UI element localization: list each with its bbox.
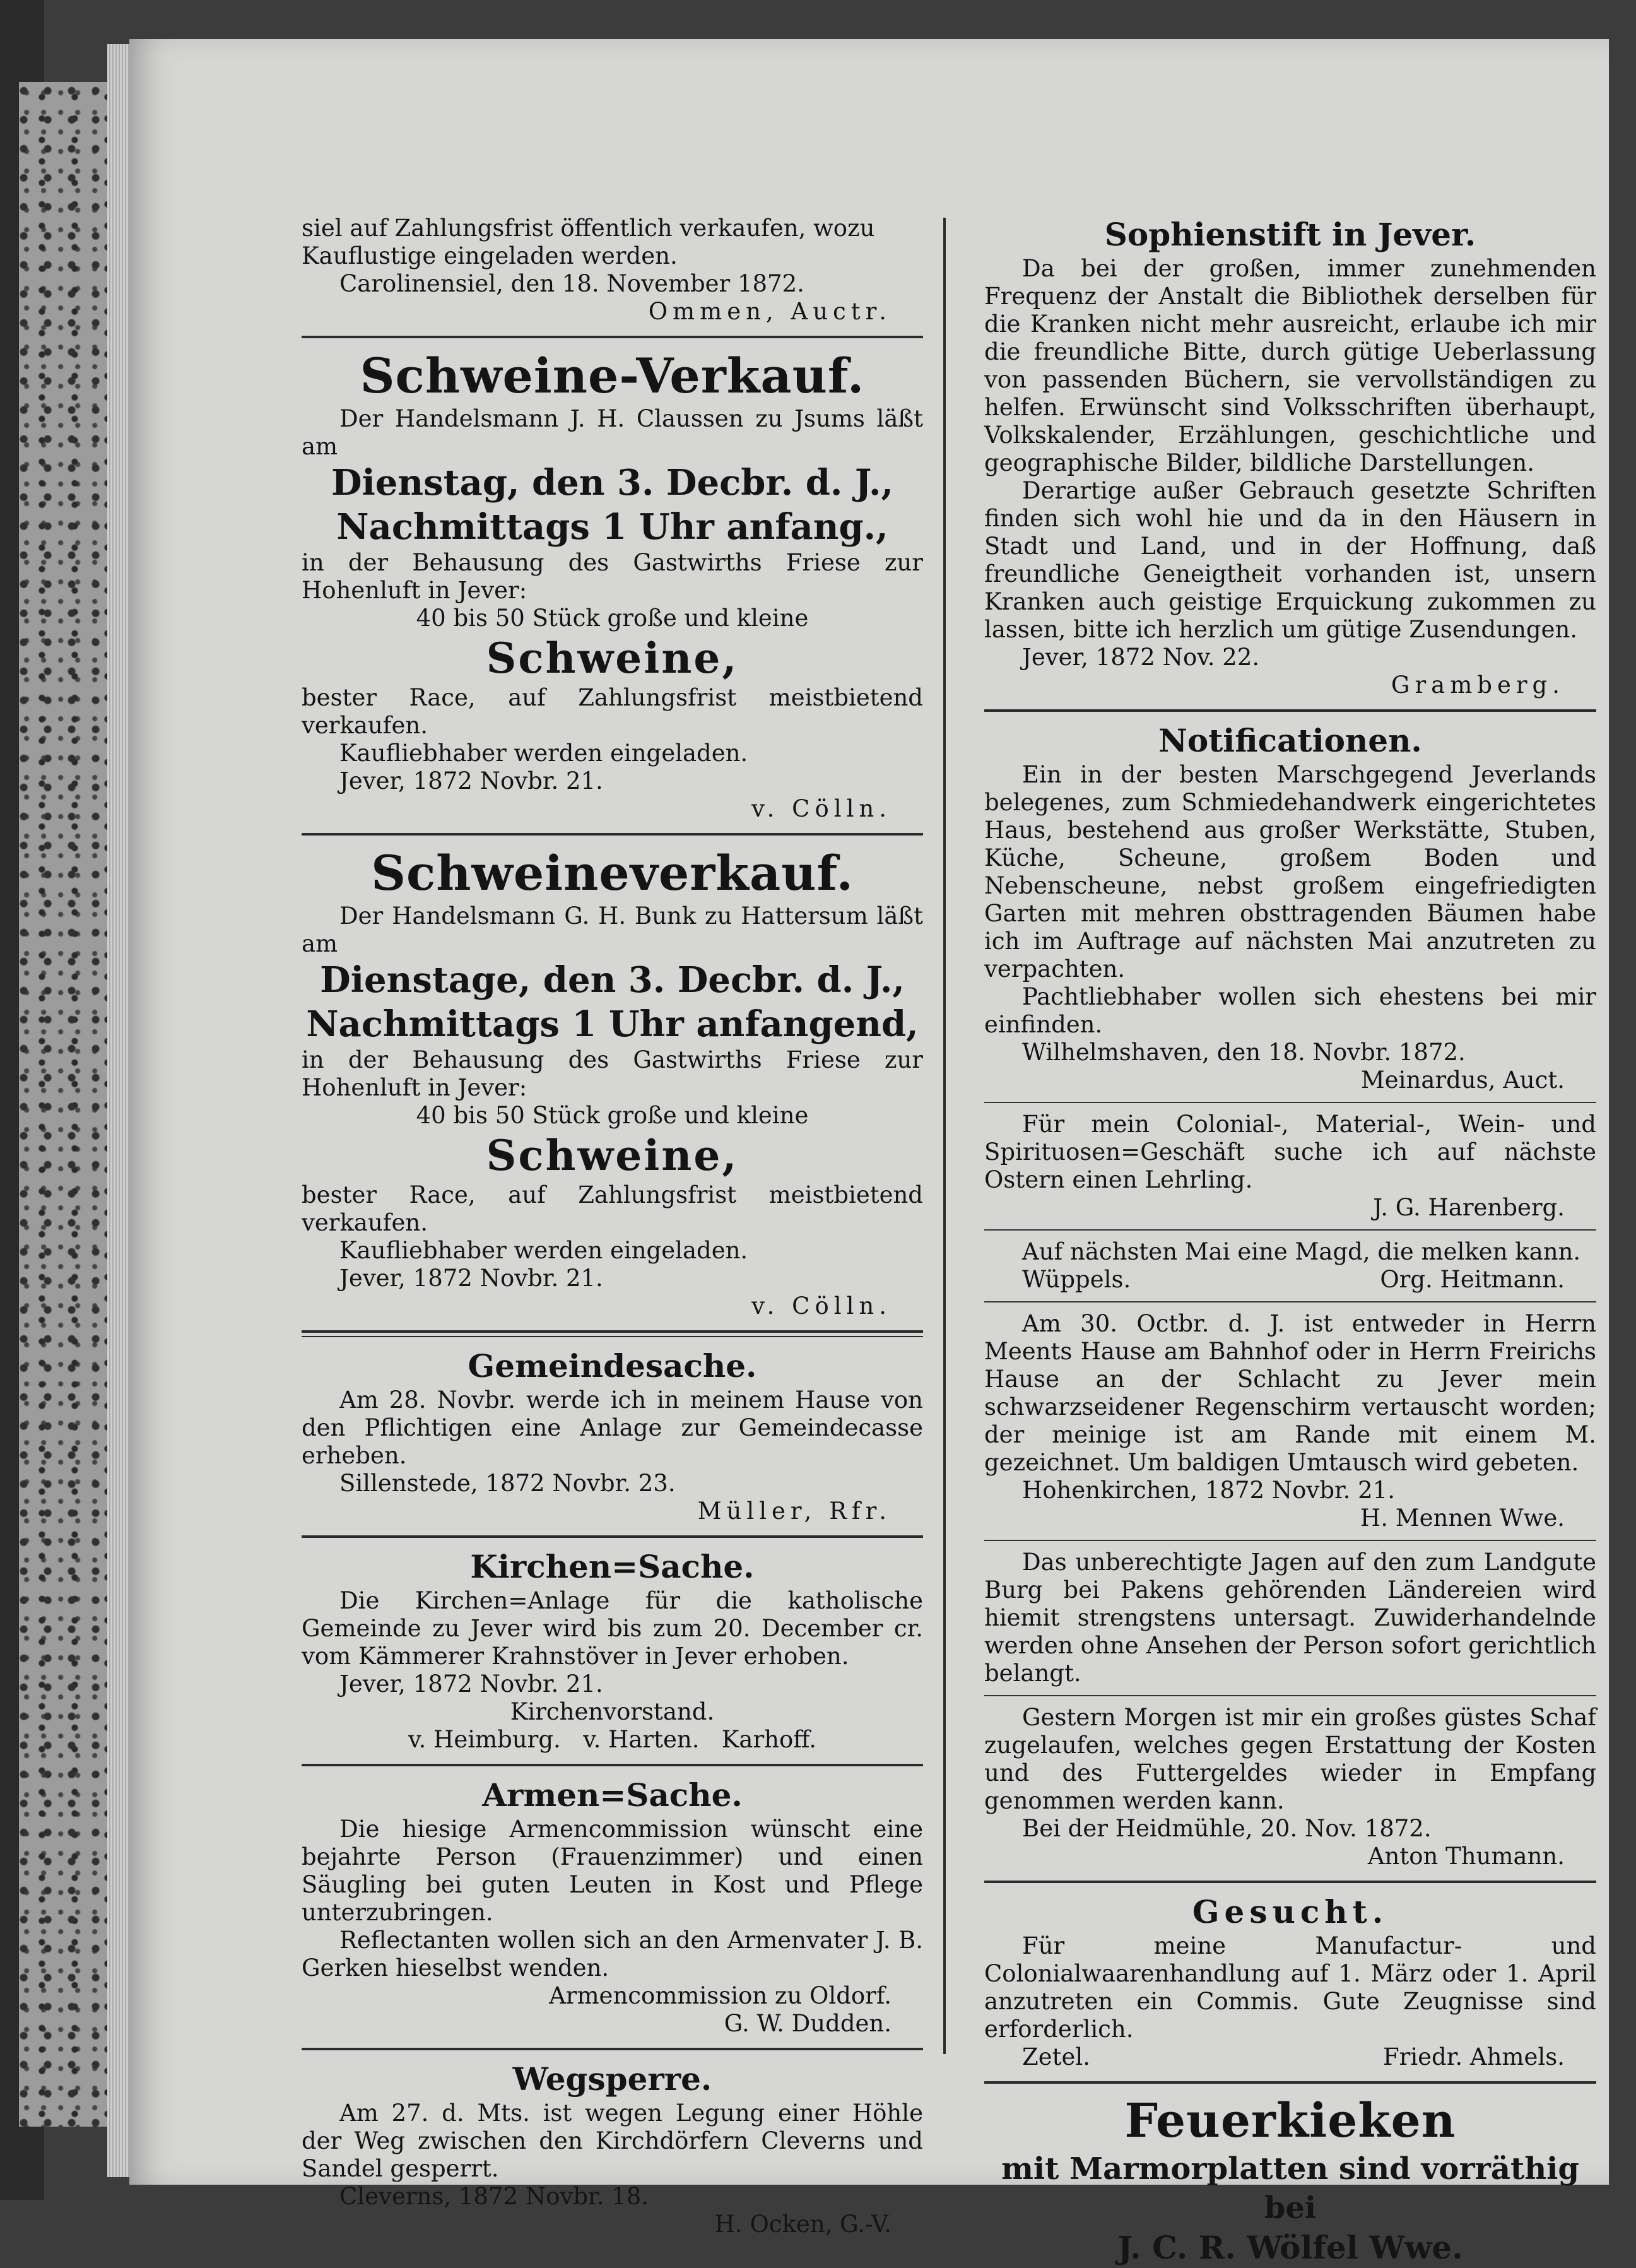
wegsperre-notice	[302, 2059, 923, 2238]
divider	[302, 833, 923, 836]
notice-title: Sophienstift in Jever.	[1104, 216, 1476, 253]
goods-word: Schweine,	[486, 634, 739, 683]
kirchen-notice	[302, 1547, 923, 1754]
notice-title: Wegsperre.	[512, 2060, 712, 2098]
place	[984, 1266, 1596, 1294]
place: in der Behausung des Gastwirths Friese zur Hohenluft in Jever:	[302, 1046, 923, 1101]
notice-text: Ein in der besten Marschgegend Jeverlands belegenes, zum Schmiedehandwerk eingerichtetes Haus, bestehend aus großer Werkstätte, Stuben, Küche, Scheune, großem Boden und Nebenscheune, nebst großem eingefriedigten Garten mit mehren obsttragenden Bäumen habe ich im Auftrage auf nächsten Mai anzutreten zu verpachten.	[984, 761, 1596, 983]
feuerkieken-ad	[984, 2093, 1596, 2268]
quantity: 40 bis 50 Stück große und kleine	[416, 605, 809, 632]
signature: Meinardus, Auct.	[1360, 1066, 1565, 1094]
notice-text: Für mein Colonial-, Material-, Wein- und Spirituosen=Geschäft suche ich auf nächste Ostern einen Lehrling.	[984, 1111, 1596, 1193]
sale-terms: bester Race, auf Zahlungsfrist meistbietend verkaufen.	[302, 684, 923, 739]
invite: Kaufliebhaber werden eingeladen.	[339, 740, 748, 767]
notice-text: Die hiesige Armencommission wünscht eine bejahrte Person (Frauenzimmer) und einen Säugling bei guten Leuten in Kost und Pflege unterzubringen.	[302, 1816, 923, 1926]
notice-text: Am 27. d. Mts. ist wegen Legung einer Höhle der Weg zwischen den Kirchdörfern Cleverns und Sandel gesperrt.	[302, 2100, 923, 2182]
right-column	[984, 215, 1596, 2268]
left-column	[302, 215, 923, 2238]
ad-sign: J. C. R. Wölfel Wwe.	[1117, 2229, 1463, 2266]
signature: H. Ocken, G.-V.	[714, 2211, 892, 2238]
place-name: Zetel.	[1022, 2043, 1090, 2070]
time-line: Nachmittags 1 Uhr anfangend,	[306, 1003, 919, 1045]
signature: Müller, Rfr.	[697, 1497, 892, 1525]
divider	[984, 1102, 1596, 1103]
dateline: Sillenstede, 1872 Novbr. 23.	[339, 1470, 676, 1497]
notice-text: Am 28. Novbr. werde ich in meinem Hause von den Pflichtigen eine Anlage zur Gemeindecasse erheben.	[302, 1386, 923, 1469]
marbled-edge	[19, 82, 116, 2127]
text-line: Kauflustige eingeladen werden.	[302, 242, 678, 269]
dateline: Jever, 1872 Novbr. 21.	[339, 1265, 603, 1292]
notice-title: Gesucht.	[1192, 1893, 1389, 1930]
dateline: Bei der Heidmühle, 20. Nov. 1872.	[1022, 1815, 1432, 1842]
notice-text-2: Derartige außer Gebrauch gesetzte Schriften finden sich wohl hie und da in den Häusern in Stadt und Land, und in der Hoffnung, daß freundliche Geneigtheit vorhanden ist, unsern Kranken auch geistige Erquickung zukommen zu lassen, bitte ich herzlich um gütige Zusendungen.	[984, 477, 1596, 643]
ad-title: Schweineverkauf.	[371, 845, 854, 901]
signature: Org. Heitmann.	[1380, 1266, 1565, 1293]
divider	[984, 1881, 1596, 1883]
notificationen	[984, 721, 1596, 1094]
column-rule	[943, 218, 946, 2054]
dateline: Wilhelmshaven, den 18. Novbr. 1872.	[1022, 1039, 1466, 1066]
issuer: Kirchenvorstand.	[510, 1698, 715, 1725]
clausen-ad	[302, 347, 923, 823]
divider	[984, 709, 1596, 712]
notice-text-2: Reflectanten wollen sich an den Armenvater J. B. Gerken hieselbst wenden.	[302, 1927, 923, 1982]
gemeinde-notice	[302, 1346, 923, 1525]
dateline: Jever, 1872 Novbr. 21.	[339, 767, 603, 794]
divider	[984, 1301, 1596, 1302]
intro: Der Handelsmann J. H. Claussen zu Jsums läßt am	[302, 405, 923, 460]
signature: Gramberg.	[1391, 671, 1565, 699]
notice-text-2: Pachtliebhaber wollen sich ehestens bei mir einfinden.	[984, 983, 1596, 1038]
notice-text: Gestern Morgen ist mir ein großes güstes Schaf zugelaufen, welches gegen Erstattung der Kosten und des Futtergeldes wieder in Empfang genommen werden kann.	[984, 1704, 1596, 1814]
notice-text: Das unberechtigte Jagen auf den zum Landgute Burg bei Pakens gehörenden Ländereien wird hiemit strengstens untersagt. Zuwiderhandelnde werden ohne Ansehen der Person sofort gerichtlich belangt.	[984, 1549, 1596, 1687]
intro: Der Handelsmann G. H. Bunk zu Hattersum läßt am	[302, 902, 923, 957]
notice-title: Kirchen=Sache.	[470, 1548, 755, 1585]
divider	[984, 1695, 1596, 1696]
divider	[302, 1330, 923, 1337]
notice-title: Armen=Sache.	[482, 1776, 743, 1814]
sophienstift-notice	[984, 215, 1596, 699]
notice-text: Da bei der großen, immer zunehmenden Frequenz der Anstalt die Bibliothek derselben für die Kranken nicht mehr ausreicht, erlaube ich mir die freundliche Bitte, durch gütige Ueberlassung von passenden Büchern, sie vervollständigen zu helfen. Erwünscht sind Volksschriften überhaupt, Volkskalender, Erzählungen, geschichtliche und geographische Bilder, bildliche Darstellungen.	[984, 255, 1596, 476]
quantity: 40 bis 50 Stück große und kleine	[416, 1102, 809, 1129]
notice-text: Die Kirchen=Anlage für die katholische Gemeinde zu Jever wird bis zum 20. December cr. vom Kämmerer Krahnstöver in Jever erhoben.	[302, 1587, 923, 1670]
thumann-notice	[984, 1704, 1596, 1870]
gesucht-notice	[984, 1892, 1596, 2071]
signature: G. W. Dudden.	[724, 2010, 892, 2037]
dateline: Cleverns, 1872 Novbr. 18.	[339, 2183, 649, 2210]
signature: v. Cölln.	[751, 795, 892, 822]
divider	[302, 1535, 923, 1538]
divider	[302, 336, 923, 338]
notice-text: Am 30. Octbr. d. J. ist entweder in Herrn Meents Hause am Bahnhof oder in Herrn Freirichs Hause an der Schlacht zu Jever mein schwarzseidener Regenschirm vertauscht worden; der meinige ist am Rande mit einem M. gezeichnet. Um baldigen Umtausch wird gebeten.	[984, 1310, 1596, 1476]
divider	[984, 1540, 1596, 1541]
goods-word: Schweine,	[486, 1131, 739, 1180]
text-line: siel auf Zahlungsfrist öffentlich verkaufen, wozu	[302, 215, 875, 242]
issuer: Armencommission zu Oldorf.	[549, 1982, 892, 2009]
notice-title: Gemeindesache.	[468, 1347, 757, 1385]
jagen-notice	[984, 1549, 1596, 1687]
notice-text: Für meine Manufactur- und Colonialwaarenhandlung auf 1. März oder 1. April anzutreten ein Commis. Gute Zeugnisse sind erforderlich.	[984, 1932, 1596, 2043]
place: in der Behausung des Gastwirths Friese zur Hohenluft in Jever:	[302, 549, 923, 604]
mennen-notice	[984, 1310, 1596, 1532]
divider	[984, 1229, 1596, 1231]
signature: v. Cölln.	[751, 1292, 892, 1320]
dateline: Jever, 1872 Nov. 22.	[1022, 644, 1260, 671]
date-line: Dienstag, den 3. Decbr. d. J.,	[331, 462, 894, 504]
divider	[302, 1764, 923, 1766]
bunk-ad	[302, 844, 923, 1320]
signature: H. Mennen Wwe.	[1360, 1504, 1565, 1532]
heitmann-notice	[984, 1238, 1596, 1294]
notice-title: Notificationen.	[1158, 722, 1422, 759]
signatures: v. Heimburg. v. Harten. Karhoff.	[408, 1726, 816, 1753]
dateline: Hohenkirchen, 1872 Novbr. 21.	[1022, 1477, 1395, 1504]
dateline: Carolinensiel, den 18. November 1872.	[339, 270, 804, 297]
signature: Friedr. Ahmels.	[1382, 2043, 1565, 2070]
dateline: Jever, 1872 Novbr. 21.	[339, 1670, 603, 1698]
ad-line: mit Marmorplatten sind vorräthig bei	[1001, 2151, 1579, 2226]
signature: Anton Thumann.	[1367, 1843, 1565, 1870]
ad-title: Schweine-Verkauf.	[360, 348, 865, 404]
divider	[984, 2081, 1596, 2084]
armen-notice	[302, 1775, 923, 2038]
sale-terms: bester Race, auf Zahlungsfrist meistbietend verkaufen.	[302, 1181, 923, 1236]
harenberg-notice	[984, 1111, 1596, 1222]
date-line: Dienstage, den 3. Decbr. d. J.,	[320, 959, 905, 1001]
carolinensiel-notice	[302, 215, 923, 326]
place	[984, 2043, 1596, 2071]
invite: Kaufliebhaber werden eingeladen.	[339, 1237, 748, 1264]
time-line: Nachmittags 1 Uhr anfang.,	[336, 506, 888, 548]
ad-title: Feuerkieken	[1124, 2094, 1456, 2148]
notice-text: Auf nächsten Mai eine Magd, die melken kann.	[1022, 1238, 1581, 1265]
signature: Ommen, Auctr.	[648, 298, 892, 325]
place-name: Wüppels.	[1022, 1266, 1131, 1293]
divider	[302, 2048, 923, 2050]
signature: J. G. Harenberg.	[1373, 1194, 1565, 1221]
